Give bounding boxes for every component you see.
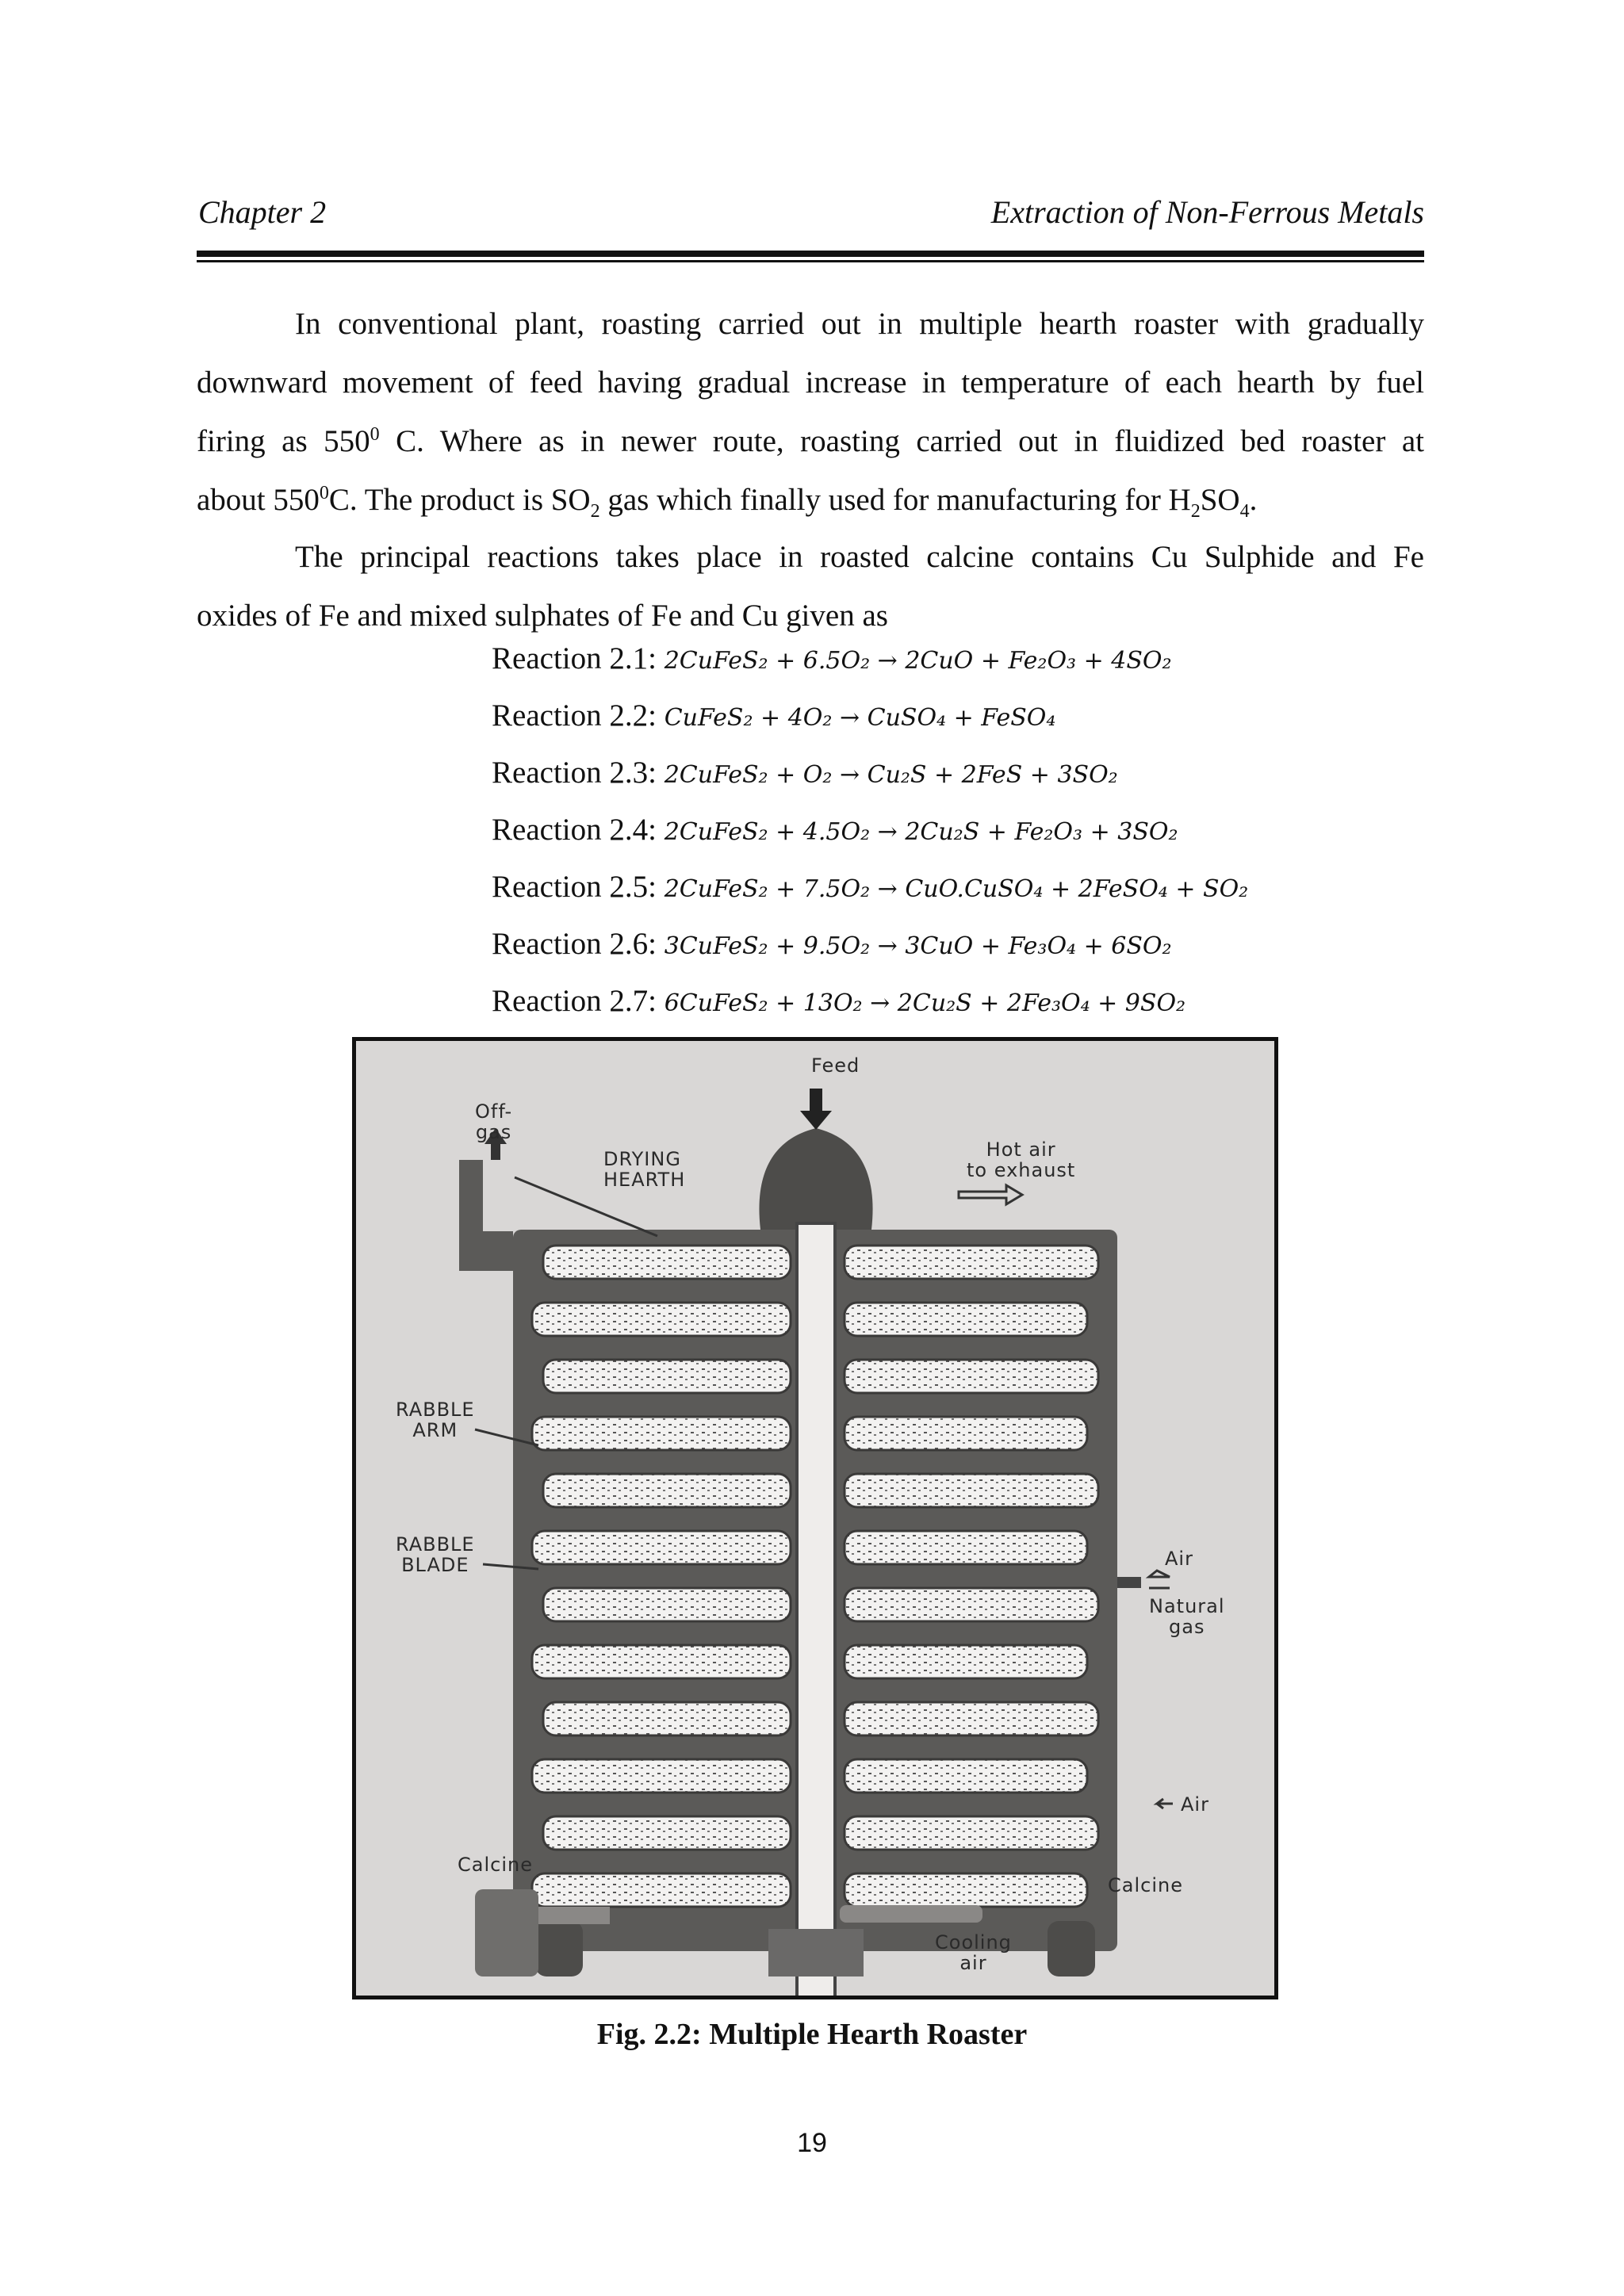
- label-natural-gas: Natural gas: [1149, 1595, 1225, 1638]
- chapter-title: Extraction of Non-Ferrous Metals: [990, 194, 1424, 230]
- reaction-label: Reaction 2.3:: [492, 756, 665, 790]
- hearth-tray: [845, 1816, 1098, 1850]
- reaction-equation: 2CuFeS₂ + 7.5O₂ → CuO.CuSO₄ + 2FeSO₄ + SO₂: [664, 875, 1249, 903]
- label-air: Air: [1165, 1548, 1193, 1570]
- paragraph-line: firing as $550^0$ C. Where as in newer route, roasting carried out in fluidized bed roaster at: [197, 424, 1424, 458]
- reaction-equation: CuFeS₂ + 4O₂ → CuSO₄ + FeSO₄: [664, 704, 1056, 732]
- reaction-label: Reaction 2.1:: [492, 641, 665, 675]
- label-rabble-blade: RABBLE BLADE: [396, 1533, 475, 1576]
- hearth-tray: [543, 1588, 791, 1621]
- paragraph-roasting: [197, 295, 1424, 530]
- feed-dome: [759, 1128, 872, 1230]
- label-air-lower: Air: [1181, 1793, 1209, 1816]
- hearth-tray: [845, 1873, 1087, 1907]
- paragraph-line: oxides of Fe and mixed sulphates of Fe and Cu given as: [197, 599, 888, 633]
- hearth-tray: [532, 1759, 791, 1793]
- hearth-tray: [532, 1417, 791, 1450]
- header-rule-thin: [197, 260, 1424, 262]
- reaction-row: [492, 869, 1443, 926]
- hearth-tray: [543, 1246, 791, 1279]
- label-calcine-right: Calcine: [1108, 1874, 1183, 1896]
- reaction-row: [492, 641, 1443, 698]
- air-arrow-lower: [1157, 1799, 1173, 1808]
- drive-gear: [768, 1929, 864, 1976]
- hearth-tray: [845, 1702, 1098, 1735]
- page-number: 19: [797, 2128, 827, 2158]
- hearth-tray: [845, 1246, 1098, 1279]
- calcine-chute-left: [535, 1921, 583, 1976]
- running-header: [197, 193, 1424, 233]
- hearth-tray: [532, 1645, 791, 1678]
- reaction-label: Reaction 2.2:: [492, 698, 665, 733]
- reaction-label: Reaction 2.4:: [492, 813, 665, 847]
- hearth-tray: [845, 1531, 1087, 1564]
- reaction-equation: 2CuFeS₂ + 6.5O₂ → 2CuO + Fe₂O₃ + 4SO₂: [664, 647, 1172, 675]
- reaction-equation: 2CuFeS₂ + O₂ → Cu₂S + 2FeS + 3SO₂: [664, 761, 1118, 789]
- label-rabble-arm: RABBLE ARM: [396, 1399, 475, 1441]
- reaction-equation: 6CuFeS₂ + 13O₂ → 2Cu₂S + 2Fe₃O₄ + 9SO₂: [664, 989, 1186, 1017]
- reaction-equation: 3CuFeS₂ + 9.5O₂ → 3CuO + Fe₃O₄ + 6SO₂: [664, 932, 1172, 960]
- paragraph-line: The principal reactions takes place in roasted calcine contains Cu Sulphide and Fe: [295, 540, 1424, 574]
- calcine-chute-right: [1048, 1921, 1095, 1976]
- figure-caption: Fig. 2.2: Multiple Hearth Roaster: [596, 2018, 1028, 2051]
- reaction-row: [492, 983, 1443, 1040]
- reaction-row: [492, 812, 1443, 869]
- hearth-tray: [845, 1474, 1098, 1507]
- header-rule-thick: [197, 251, 1424, 257]
- hearth-tray: [543, 1702, 791, 1735]
- cooling-duct: [840, 1905, 982, 1923]
- center-shaft: [797, 1223, 835, 1996]
- feed-arrow: [800, 1089, 832, 1130]
- reaction-list: [492, 641, 1443, 1040]
- reaction-label: Reaction 2.6:: [492, 927, 665, 961]
- hearth-tray: [532, 1531, 791, 1564]
- hearth-tray: [845, 1645, 1087, 1678]
- hearth-tray: [532, 1873, 791, 1907]
- paragraph-line: downward movement of feed having gradual increase in temperature of each hearth by fuel: [197, 365, 1424, 400]
- reaction-row: [492, 755, 1443, 812]
- air-inlet: [1117, 1577, 1141, 1588]
- label-hot-air: Hot air to exhaust: [967, 1138, 1076, 1181]
- label-calcine-left: Calcine: [458, 1854, 533, 1876]
- hearth-tray: [543, 1360, 791, 1393]
- hearth-tray: [543, 1474, 791, 1507]
- hearth-tray: [845, 1303, 1087, 1336]
- reaction-label: Reaction 2.5:: [492, 870, 665, 904]
- hearth-tray: [845, 1417, 1087, 1450]
- hearth-tray: [845, 1759, 1087, 1793]
- label-feed: Feed: [811, 1054, 860, 1077]
- paragraph-line: In conventional plant, roasting carried out in multiple hearth roaster with gradually: [295, 307, 1424, 341]
- label-cooling-air: Cooling air: [935, 1931, 1012, 1974]
- label-drying-hearth: DRYING HEARTH: [603, 1148, 686, 1191]
- reaction-equation: 2CuFeS₂ + 4.5O₂ → 2Cu₂S + Fe₂O₃ + 3SO₂: [664, 818, 1178, 846]
- reaction-row: [492, 698, 1443, 755]
- label-offgas: Off- gas: [475, 1100, 513, 1143]
- reaction-row: [492, 926, 1443, 983]
- paragraph-reactions-intro: [197, 528, 1424, 645]
- roaster-diagram: [356, 1041, 1274, 1996]
- hearth-tray: [532, 1303, 791, 1336]
- roaster-figure: [352, 1037, 1278, 1999]
- hearth-tray: [845, 1588, 1098, 1621]
- chapter-label: Chapter 2: [198, 194, 327, 230]
- hearth-tray: [845, 1360, 1098, 1393]
- reaction-label: Reaction 2.7:: [492, 984, 665, 1018]
- offgas-duct: [459, 1160, 513, 1271]
- drive-motor: [475, 1889, 538, 1976]
- hearth-tray: [543, 1816, 791, 1850]
- hotair-arrow: [959, 1185, 1022, 1204]
- paragraph-line: about $550^0C$. The product is $SO_2$ gas which finally used for manufacturing for $H_2SO_4$.: [197, 483, 1258, 522]
